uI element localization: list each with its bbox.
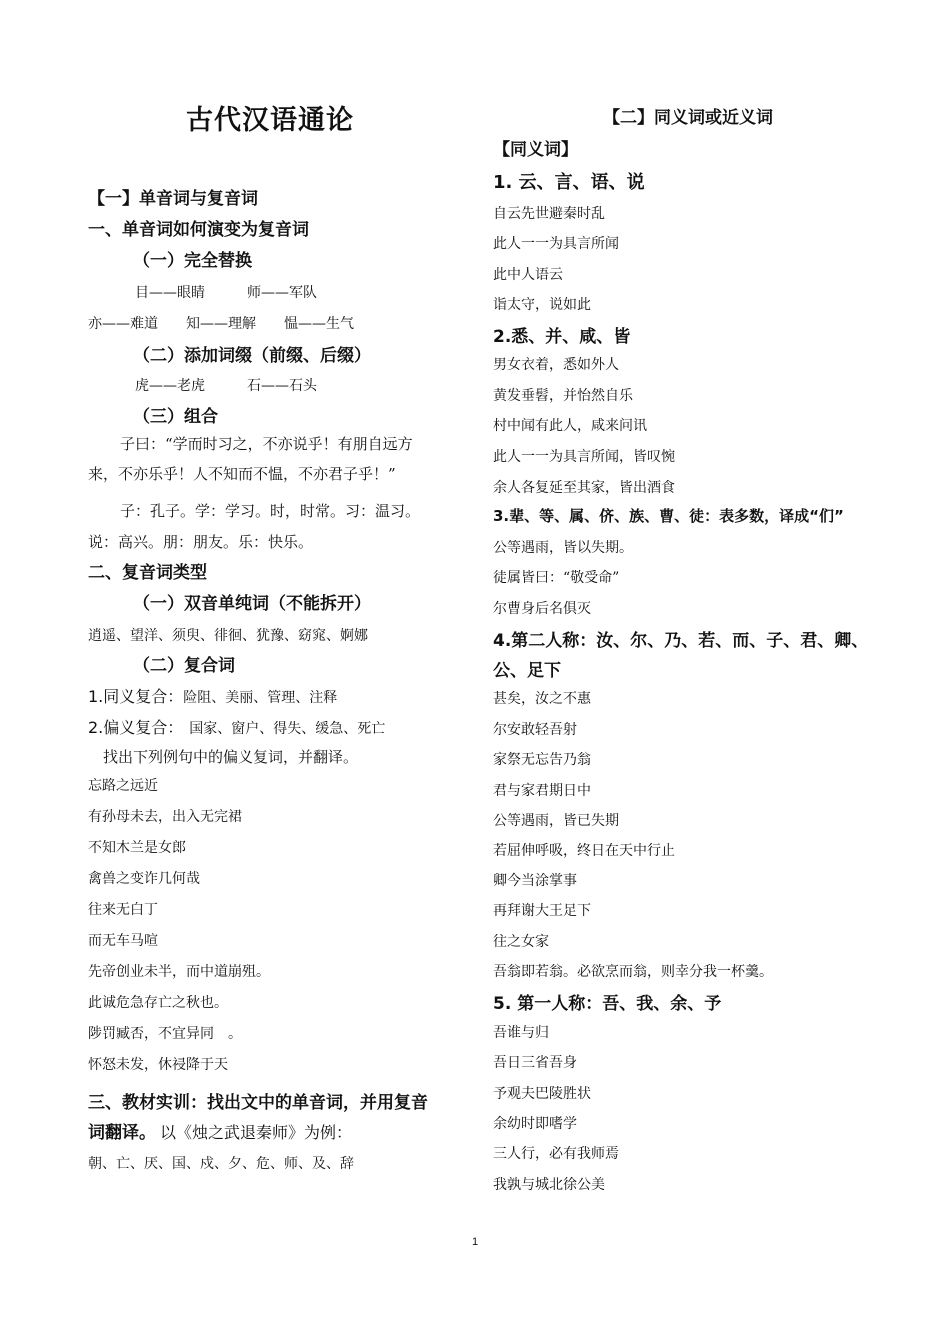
group-4-example: 家祭无忘告乃翁	[493, 752, 591, 768]
group-2-heading: 2.悉、并、咸、皆	[493, 327, 631, 347]
synonym-compound-line	[88, 684, 337, 707]
heading-3-line-2	[88, 1118, 352, 1143]
section-2-heading: 【二】同义词或近义词	[603, 108, 773, 128]
group-4-example: 尔安敢轻吾射	[493, 722, 577, 738]
group-1-example: 自云先世避秦时乱	[493, 206, 605, 222]
heading-3-end: 词翻译。	[88, 1123, 156, 1143]
group-4-example: 吾翁即若翁。必欲烹而翁，则幸分我一杯羹。	[493, 964, 773, 980]
group-4-example: 卿今当涂掌事	[493, 873, 577, 889]
page-number: 1	[471, 1236, 479, 1248]
subheading-combine: （三）组合	[133, 407, 218, 427]
heading-1: 一、单音词如何演变为复音词	[88, 220, 309, 240]
group-2-example: 黄发垂髫，并怡然自乐	[493, 388, 633, 404]
words-list-2: 朝、亡、厌、国、戍、夕、危、师、及、辞	[88, 1156, 354, 1172]
subheading-complete-replace: （一）完全替换	[133, 251, 252, 271]
synonyms-label: 【同义词】	[493, 140, 578, 160]
group-4-example: 君与家君期日中	[493, 783, 591, 799]
example-sentence: 忘路之远近	[88, 778, 158, 794]
group-2-example: 村中闻有此人，咸来问讯	[493, 418, 647, 434]
group-4-example: 甚矣，汝之不惠	[493, 691, 591, 707]
pairs-row-2: 亦——难道 知——理解 愠——生气	[88, 316, 354, 332]
pairs-row-3: 虎——老虎 石——石头	[135, 378, 317, 394]
group-5-example: 三人行，必有我师焉	[493, 1146, 619, 1162]
pairs-row-1: 目——眼睛 师——军队	[135, 285, 317, 301]
group-5-example: 我孰与城北徐公美	[493, 1177, 605, 1193]
subheading-compound: （二）复合词	[133, 656, 235, 676]
group-5-example: 吾谁与归	[493, 1025, 549, 1041]
group-2-example: 男女衣着，悉如外人	[493, 357, 619, 373]
group-3-example: 徒属皆曰：“敬受命”	[493, 570, 620, 586]
example-sentence: 先帝创业未半，而中道崩殂。	[88, 964, 270, 980]
subheading-affix: （二）添加词缀（前缀、后缀）	[133, 346, 371, 366]
group-4-example: 若屈伸呼吸，终日在天中行止	[493, 843, 675, 859]
group-1-example: 此中人语云	[493, 267, 563, 283]
words-list-1: 逍遥、望洋、须臾、徘徊、犹豫、窈窕、婀娜	[88, 628, 368, 644]
document-title: 古代汉语通论	[186, 105, 354, 136]
heading-3-example-note: 以《烛之武退秦师》为例：	[160, 1123, 353, 1142]
exercise-instruction: 找出下列例句中的偏义复词，并翻译。	[103, 748, 359, 766]
quote-line-1: 子曰：“学而时习之，不亦说乎！有朋自远方	[120, 435, 413, 453]
gloss-line-2: 说：高兴。朋：朋友。乐：快乐。	[88, 533, 314, 551]
partial-compound-words: 国家、窗户、得失、缓急、死亡	[189, 721, 386, 737]
partial-compound-line	[88, 715, 385, 738]
group-4-example: 再拜谢大王足下	[493, 903, 591, 919]
example-sentence: 不知木兰是女郎	[88, 840, 186, 856]
group-1-example: 此人一一为具言所闻	[493, 236, 619, 252]
group-4-example: 往之女家	[493, 934, 549, 950]
group-1-heading: 1. 云、言、语、说	[493, 172, 645, 193]
group-5-heading: 5. 第一人称：吾、我、余、予	[493, 994, 722, 1014]
partial-compound-label: 2.偏义复合：	[88, 718, 184, 737]
heading-3-line-1: 三、教材实训：找出文中的单音词，并用复音	[88, 1093, 428, 1113]
heading-2: 二、复音词类型	[88, 563, 207, 583]
group-2-example: 余人各复延至其家，皆出酒食	[493, 480, 675, 496]
group-3-example: 尔曹身后名俱灭	[493, 601, 591, 617]
group-4-heading-line-1: 4.第二人称：汝、尔、乃、若、而、子、君、卿、	[493, 631, 869, 651]
synonym-compound-words: 险阻、美丽、管理、注释	[183, 690, 338, 706]
example-sentence: 禽兽之变诈几何哉	[88, 871, 200, 887]
example-sentence: 而无车马喧	[88, 933, 158, 949]
group-4-heading-line-2: 公、足下	[493, 661, 561, 681]
group-5-example: 吾日三省吾身	[493, 1055, 577, 1071]
section-1-heading: 【一】单音词与复音词	[88, 189, 258, 209]
quote-line-2: 来，不亦乐乎！人不知而不愠，不亦君子乎！”	[88, 465, 396, 483]
group-1-example: 诣太守，说如此	[493, 297, 591, 313]
group-3-example: 公等遇雨，皆以失期。	[493, 540, 633, 556]
group-4-example: 公等遇雨，皆已失期	[493, 813, 619, 829]
synonym-compound-label: 1.同义复合：	[88, 687, 184, 706]
example-sentence: 有孙母未去，出入无完裙	[88, 809, 242, 825]
group-5-example: 余幼时即嗜学	[493, 1116, 577, 1132]
example-sentence: 此诚危急存亡之秋也。	[88, 995, 228, 1011]
group-5-example: 予观夫巴陵胜状	[493, 1086, 591, 1102]
example-sentence: 往来无白丁	[88, 902, 158, 918]
group-3-heading: 3.辈、等、属、侪、族、曹、徒：表多数，译成“们”	[493, 507, 844, 525]
subheading-single-morpheme: （一）双音单纯词（不能拆开）	[133, 594, 371, 614]
gloss-line-1: 子：孔子。学：学习。时，时常。习：温习。	[120, 502, 421, 520]
group-2-example: 此人一一为具言所闻，皆叹惋	[493, 449, 675, 465]
example-sentence: 陟罚臧否，不宜异同 。	[88, 1026, 242, 1042]
example-sentence: 怀怒未发，休祲降于天	[88, 1057, 228, 1073]
